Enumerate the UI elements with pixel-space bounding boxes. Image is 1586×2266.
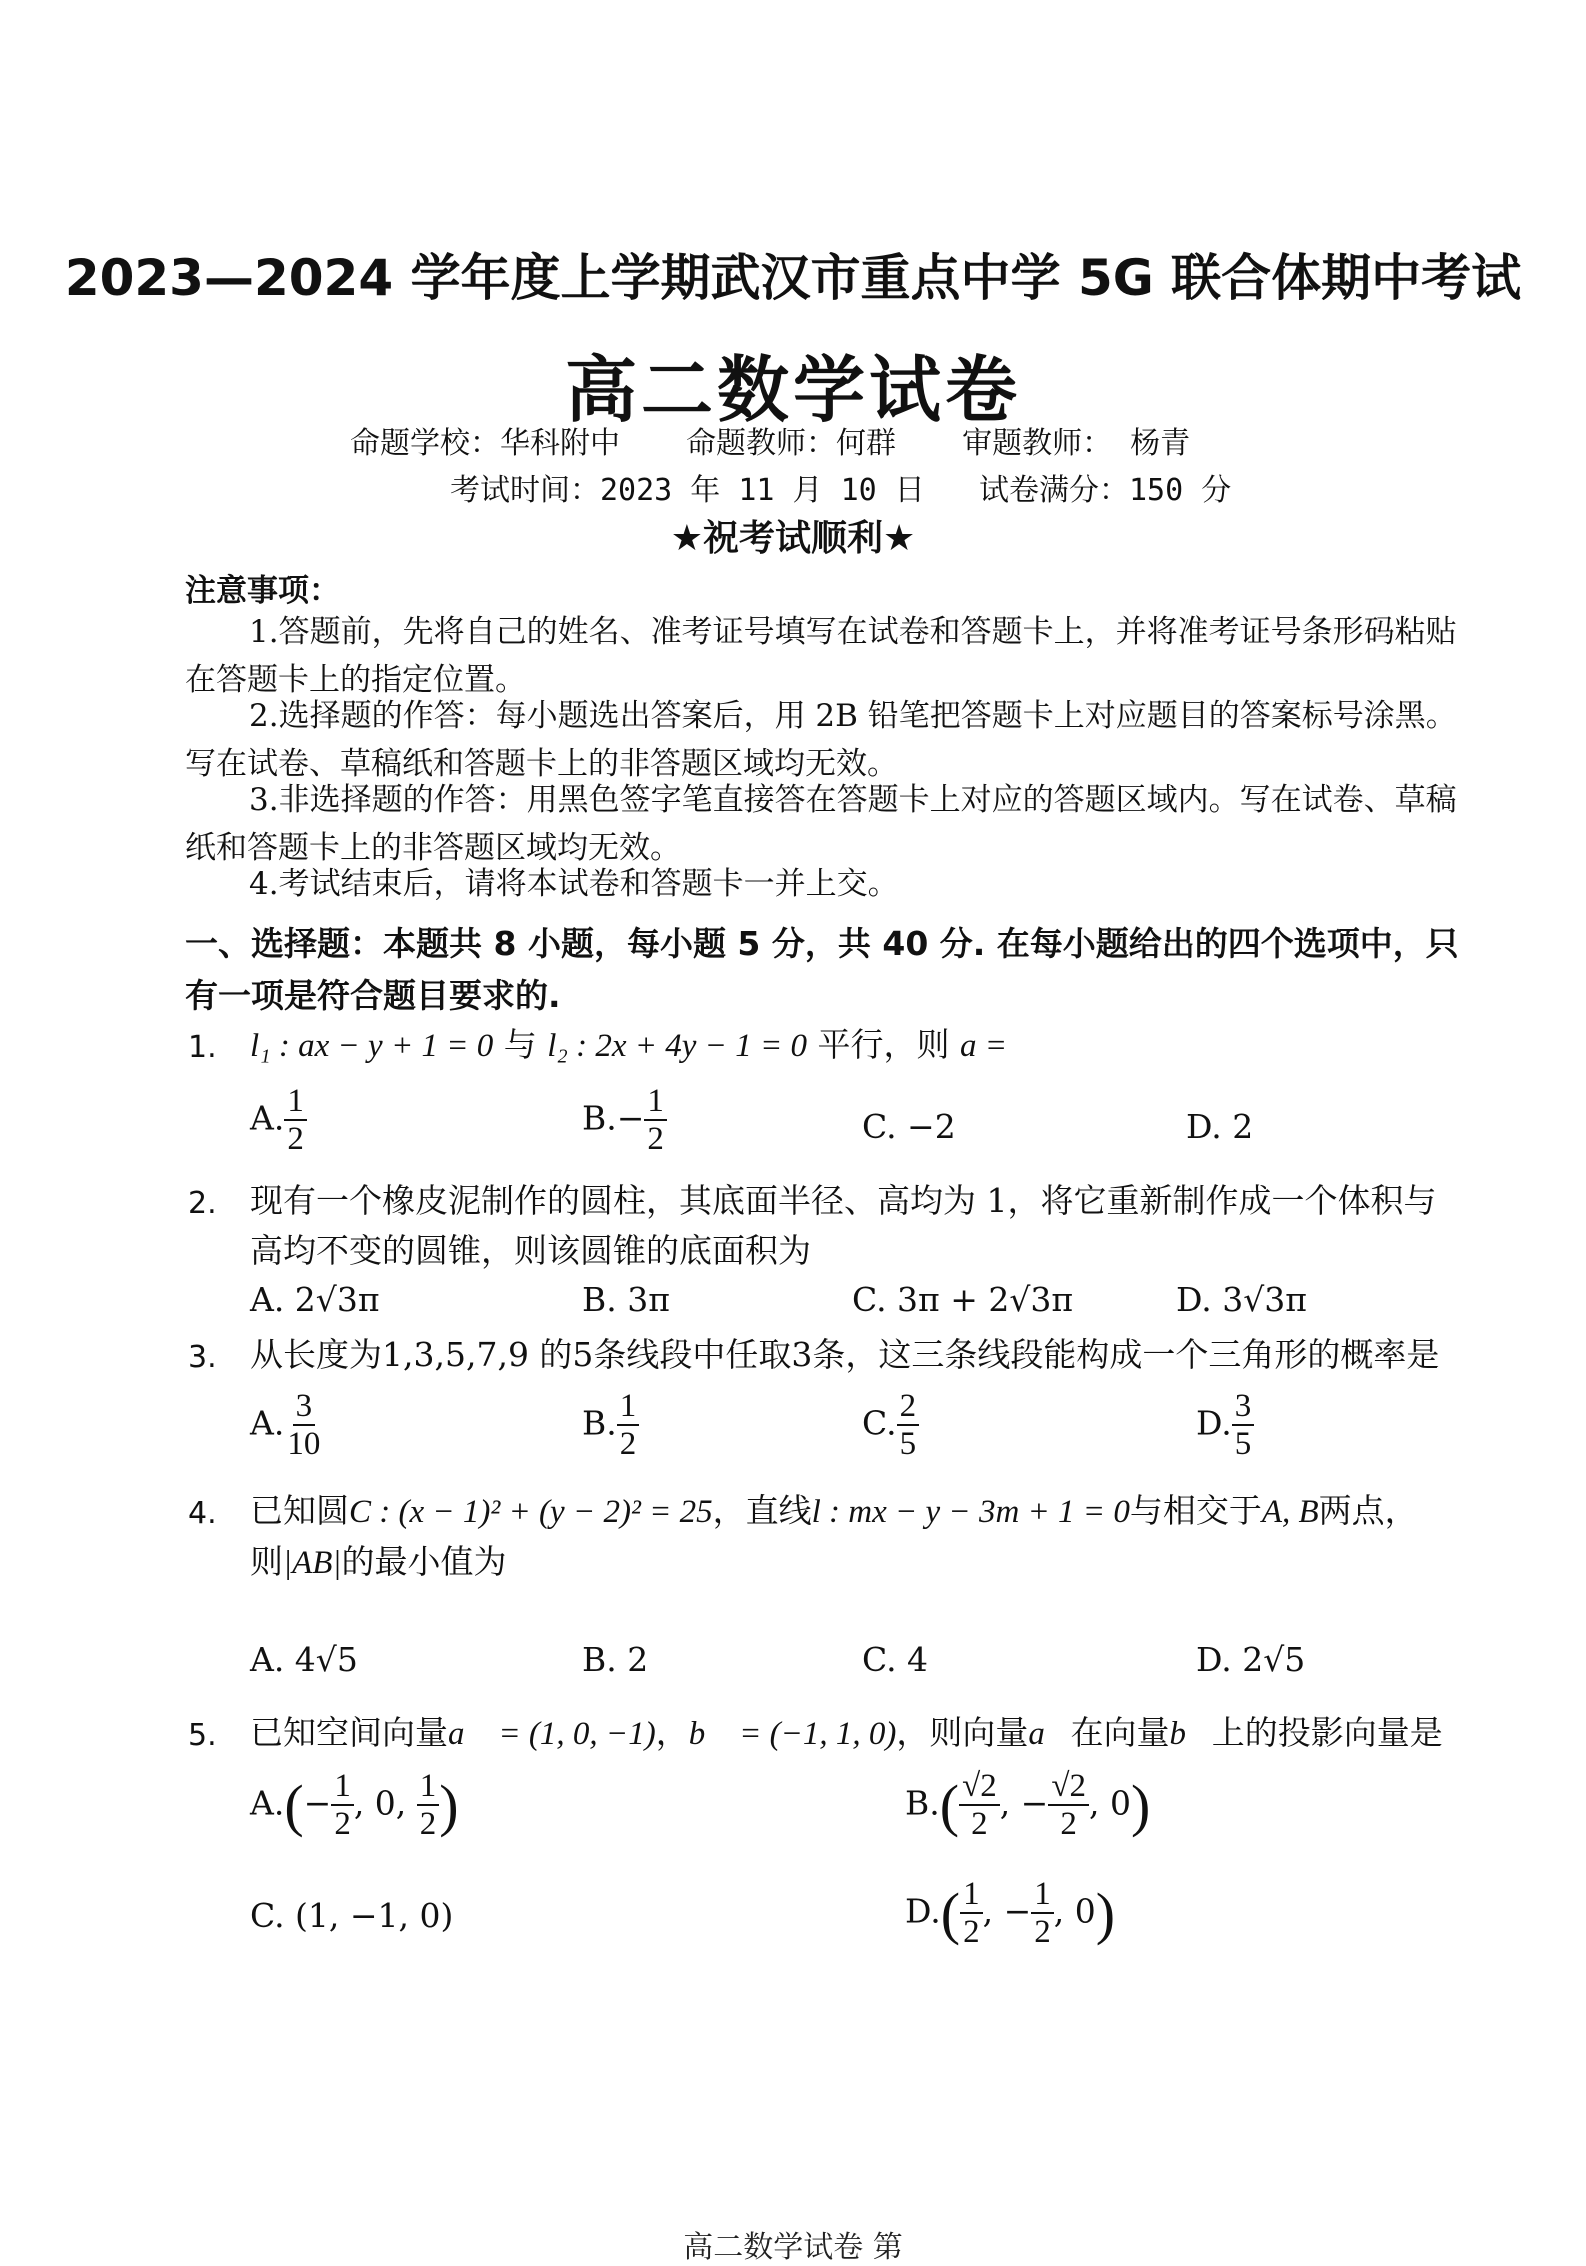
unknown-a: a = [959,1028,1007,1064]
q4-option-a: A. 4√5 [250,1640,358,1679]
fraction [959,1768,1000,1843]
exam-date: 考试时间：2023 年 11 月 10 日 [450,473,925,508]
section-heading: 一、选择题：本题共 8 小题，每小题 5 分，共 40 分. 在每小题给出的四个选项中，只有一项是符合题目要求的. [185,924,1459,1015]
vector-a: a⃗ = (1, 0, −1) [448,1716,656,1752]
fraction [331,1768,354,1843]
denominator: 5 [1234,1426,1252,1463]
text-fragment: , − [982,1891,1032,1931]
meta-row-authors [350,418,1190,462]
fraction [644,1083,667,1158]
question-1-stem [250,1020,1460,1071]
question-2-stem: 现有一个橡皮泥制作的圆柱，其底面半径、高均为 1，将它重新制作成一个体积与高均不变的圆锥，则该圆锥的底面积为 [250,1181,1437,1270]
numerator: 1 [284,1083,307,1121]
q5-option-b [905,1768,1150,1843]
notice-item: 3.非选择题的作答：用黑色签字笔直接答在答题卡上对应的答题区域内。写在试卷、草稿纸和答题卡上的非答题区域均无效。 [185,782,1457,866]
text-fragment: 已知圆 [250,1491,349,1530]
option-label: B.− [582,1098,645,1138]
text-fragment: ，直线 [712,1491,812,1530]
q3-option-c [862,1388,919,1463]
numerator: 3 [1232,1388,1255,1426]
numerator: √2 [959,1768,1000,1806]
text-fragment: 则 [250,1542,283,1581]
numerator: 1 [331,1768,354,1806]
option-label: A. [250,1783,285,1823]
question-number: 5. [188,1718,217,1753]
denominator: 2 [619,1426,637,1463]
numerator: 1 [417,1768,440,1806]
option-label: C. [862,1403,897,1443]
q3-option-d [1196,1388,1254,1463]
fraction [960,1876,983,1951]
text-fragment: 上的投影向量是 [1211,1713,1443,1752]
paper-title: 高二数学试卷 [564,348,1021,432]
q5-option-d [905,1876,1115,1951]
notice-heading: 注意事项： [185,573,340,609]
fraction [1031,1876,1054,1951]
denominator: 2 [971,1806,988,1843]
q1-option-d: D. 2 [1186,1107,1254,1146]
q2-option-a: A. 2√3π [250,1280,380,1319]
option-label: A. [250,1098,285,1138]
reviewer-info: 审题教师： 杨青 [962,426,1191,461]
denominator: 2 [287,1121,304,1158]
q4-option-c: C. 4 [862,1640,929,1679]
question-number: 4. [188,1496,217,1531]
option-label: B. [582,1403,617,1443]
vector-b-symbol: b⃗ [1169,1716,1212,1752]
numerator: 3 [293,1388,316,1426]
denominator: 2 [1060,1806,1077,1843]
question-3-stem: 从长度为1,3,5,7,9 的5条线段中任取3条，这三条线段能构成一个三角形的概率是 [250,1335,1440,1374]
numerator: 1 [1031,1876,1054,1914]
question-number: 2. [188,1186,217,1221]
meta-row-time [450,465,1231,509]
exam-header: 2023—2024 学年度上学期武汉市重点中学 5G 联合体期中考试 [64,249,1522,307]
numerator: 2 [897,1388,920,1426]
denominator: 10 [287,1426,321,1463]
numerator: √2 [1048,1768,1089,1806]
fraction [1232,1388,1255,1463]
text-fragment: 与相交于 [1129,1491,1262,1530]
numerator: 1 [617,1388,640,1426]
q2-option-d: D. 3√3π [1176,1280,1307,1319]
numerator: 1 [960,1876,983,1914]
text-fragment: ， [655,1713,689,1752]
segment-ab: |AB| [283,1545,342,1581]
text-fragment: 在向量 [1070,1713,1170,1752]
notice-item: 4.考试结束后，请将本试卷和答题卡一并上交。 [249,866,899,902]
question-5-stem [250,1708,1460,1759]
left-paren: ( [940,1880,961,1946]
right-paren: ) [1095,1880,1116,1946]
text-fragment: , 0 [1053,1891,1096,1931]
q1-option-c: C. −2 [862,1107,956,1146]
text-fragment: ，则向量 [896,1713,1029,1752]
text-fragment: 与 [503,1025,537,1064]
line-equation: l : mx − y − 3m + 1 = 0 [811,1494,1130,1530]
fraction [1048,1768,1089,1843]
left-paren: ( [284,1772,304,1838]
blessing: ★祝考试顺利★ [670,518,916,559]
line-l1: l₁ : ax − y + 1 = 0 [250,1028,494,1064]
school-info: 命题学校：华科附中 [350,426,620,461]
fraction [897,1388,920,1463]
denominator: 2 [334,1806,351,1843]
q3-option-b [582,1388,639,1463]
q2-option-c: C. 3π + 2√3π [852,1280,1074,1319]
text-fragment: 的最小值为 [341,1542,507,1581]
text-fragment: , 0, [353,1783,417,1823]
fraction [284,1083,307,1158]
full-score: 试卷满分：150 分 [979,473,1232,508]
right-paren: ) [1130,1772,1151,1838]
option-label: B. [905,1783,940,1823]
numerator: 1 [644,1083,667,1121]
q4-option-b: B. 2 [582,1640,649,1679]
right-paren: ) [439,1772,459,1838]
q5-option-c: C. (1, −1, 0) [250,1896,454,1935]
question-number: 1. [188,1030,217,1065]
option-label: D. [1196,1403,1232,1443]
text-fragment: 平行，则 [817,1025,950,1064]
text-fragment: , 0 [1088,1783,1131,1823]
text-fragment: , − [999,1783,1049,1823]
q1-option-b [582,1083,667,1158]
denominator: 2 [1034,1914,1051,1951]
line-l2: l₂ : 2x + 4y − 1 = 0 [547,1028,807,1064]
q3-option-a [250,1388,323,1463]
left-paren: ( [939,1772,960,1838]
fraction [417,1768,440,1843]
text-fragment: 两点， [1318,1491,1418,1530]
notice-item: 2.选择题的作答：每小题选出答案后，用 2B 铅笔把答题卡上对应题目的答案标号涂黑。写在试卷、草稿纸和答题卡上的非答题区域均无效。 [185,698,1457,782]
q4-option-d: D. 2√5 [1196,1640,1306,1679]
teacher-info: 命题教师：何群 [686,426,897,461]
page-footer: 高二数学试卷 第 [683,2230,903,2265]
denominator: 5 [899,1426,917,1463]
q2-option-b: B. 3π [582,1280,670,1319]
question-4-stem [250,1486,1460,1588]
denominator: 2 [963,1914,980,1951]
q1-option-a [250,1083,307,1158]
option-label: D. [905,1891,941,1931]
denominator: 2 [419,1806,437,1843]
fraction [617,1388,640,1463]
fraction [284,1388,323,1463]
points-ab: A, B [1261,1494,1319,1530]
vector-a-symbol: a⃗ [1028,1716,1071,1752]
option-label: A. [250,1403,285,1443]
text-fragment: 已知空间向量 [250,1713,448,1752]
denominator: 2 [647,1121,664,1158]
circle-equation: C : (x − 1)² + (y − 2)² = 25 [349,1494,713,1530]
q5-option-a: A.(− $\frac{1}{2}$ , 0, $\frac{1}{2}$ ) [250,1768,459,1843]
notice-item: 1.答题前，先将自己的姓名、准考证号填写在试卷和答题卡上，并将准考证号条形码粘贴在答题卡上的指定位置。 [185,614,1457,698]
vector-b: b⃗ = (−1, 1, 0) [688,1716,897,1752]
question-number: 3. [188,1340,217,1375]
